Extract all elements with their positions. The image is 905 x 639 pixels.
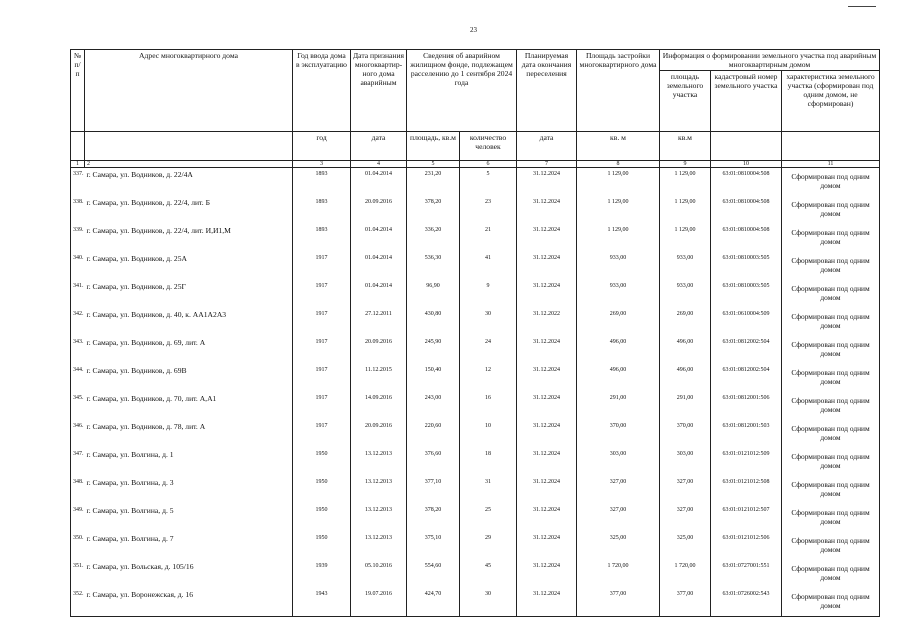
row-year: 1950: [293, 448, 351, 476]
row-people: 30: [460, 308, 517, 336]
row-cadastral: 63:01:0812002:504: [711, 336, 782, 364]
row-area: 377,10: [407, 476, 460, 504]
row-people: 10: [460, 420, 517, 448]
row-address: г. Самара, ул. Водников, д. 25А: [85, 252, 293, 280]
row-date: 11.12.2015: [351, 364, 407, 392]
row-status: Сформирован под одним домом: [782, 532, 880, 560]
row-planned: 31.12.2022: [517, 308, 577, 336]
row-index: 349.: [71, 504, 85, 532]
row-land-area: 496,00: [660, 336, 711, 364]
row-area: 424,70: [407, 588, 460, 617]
unit-year: год: [293, 132, 351, 161]
row-build-area: 327,00: [577, 504, 660, 532]
row-date: 01.04.2014: [351, 168, 407, 197]
row-people: 12: [460, 364, 517, 392]
table-row: [71, 252, 880, 280]
row-status: Сформирован под одним домом: [782, 364, 880, 392]
table-row: [71, 420, 880, 448]
row-year: 1893: [293, 196, 351, 224]
table-row: [71, 224, 880, 252]
header-characteristic: характеристика земельного участка (сформирован под одним домом, не сформирован): [782, 71, 880, 132]
row-cadastral: 63:01:0812001:503: [711, 420, 782, 448]
table-row: [71, 280, 880, 308]
table-row: [71, 168, 880, 197]
row-people: 45: [460, 560, 517, 588]
row-area: 150,40: [407, 364, 460, 392]
row-people: 31: [460, 476, 517, 504]
row-address: г. Самара, ул. Водников, д. 40, к. АА1А2А3: [85, 308, 293, 336]
housing-table: [70, 49, 880, 617]
header-land-area: площадь земельного участка: [660, 71, 711, 132]
row-build-area: 933,00: [577, 280, 660, 308]
row-area: 231,20: [407, 168, 460, 197]
table-body: [71, 168, 880, 617]
row-build-area: 325,00: [577, 532, 660, 560]
row-index: 345.: [71, 392, 85, 420]
column-number: 3: [293, 161, 351, 168]
row-index: 351.: [71, 560, 85, 588]
column-number: 4: [351, 161, 407, 168]
page-number: 23: [470, 26, 477, 34]
row-land-area: 1 129,00: [660, 196, 711, 224]
row-area: 243,00: [407, 392, 460, 420]
row-cadastral: 63:01:0810004:508: [711, 224, 782, 252]
header-no: № п/п: [71, 50, 85, 132]
row-build-area: 1 129,00: [577, 224, 660, 252]
row-address: г. Самара, ул. Водников, д. 25Г: [85, 280, 293, 308]
row-planned: 31.12.2024: [517, 196, 577, 224]
row-build-area: 933,00: [577, 252, 660, 280]
column-number: 6: [460, 161, 517, 168]
row-date: 01.04.2014: [351, 252, 407, 280]
row-date: 20.09.2016: [351, 196, 407, 224]
row-status: Сформирован под одним домом: [782, 392, 880, 420]
row-index: 340.: [71, 252, 85, 280]
unit-land-area: кв.м: [660, 132, 711, 161]
row-planned: 31.12.2024: [517, 336, 577, 364]
row-address: г. Самара, ул. Водников, д. 22/4, лит. И,И1,М: [85, 224, 293, 252]
row-year: 1917: [293, 252, 351, 280]
row-date: 19.07.2016: [351, 588, 407, 617]
row-cadastral: 63:01:0810003:505: [711, 252, 782, 280]
header-land-info: Информация о формировании земельного участка под аварийным многоквартирным домом: [660, 50, 880, 71]
row-land-area: 1 720,00: [660, 560, 711, 588]
row-address: г. Самара, ул. Водников, д. 22/4, лит. Б: [85, 196, 293, 224]
row-land-area: 1 129,00: [660, 168, 711, 197]
row-planned: 31.12.2024: [517, 252, 577, 280]
header-year: Год ввода дома в эксплуатацию: [293, 50, 351, 132]
row-land-area: 291,00: [660, 392, 711, 420]
row-cadastral: 63:01:0610004:509: [711, 308, 782, 336]
column-number: 5: [407, 161, 460, 168]
row-planned: 31.12.2024: [517, 392, 577, 420]
header-address: Адрес многоквартирного дома: [85, 50, 293, 132]
column-number: 8: [577, 161, 660, 168]
row-address: г. Самара, ул. Водников, д. 69В: [85, 364, 293, 392]
row-planned: 31.12.2024: [517, 168, 577, 197]
row-cadastral: 63:01:0727001:551: [711, 560, 782, 588]
row-date: 13.12.2013: [351, 476, 407, 504]
row-area: 378,20: [407, 504, 460, 532]
row-status: Сформирован под одним домом: [782, 336, 880, 364]
row-cadastral: 63:01:0121012:507: [711, 504, 782, 532]
table-row: [71, 196, 880, 224]
row-land-area: 325,00: [660, 532, 711, 560]
header-build-area: Площадь застройки многоквартирного дома: [577, 50, 660, 132]
row-date: 05.10.2016: [351, 560, 407, 588]
row-planned: 31.12.2024: [517, 448, 577, 476]
row-year: 1917: [293, 280, 351, 308]
header-planned-date: Планируемая дата окончания переселения: [517, 50, 577, 132]
row-area: 536,30: [407, 252, 460, 280]
row-address: г. Самара, ул. Волгина, д. 1: [85, 448, 293, 476]
row-date: 01.04.2014: [351, 280, 407, 308]
row-year: 1917: [293, 364, 351, 392]
row-build-area: 327,00: [577, 476, 660, 504]
row-status: Сформирован под одним домом: [782, 168, 880, 197]
row-index: 341.: [71, 280, 85, 308]
row-year: 1893: [293, 224, 351, 252]
row-index: 342.: [71, 308, 85, 336]
row-date: 20.09.2016: [351, 420, 407, 448]
row-build-area: 1 129,00: [577, 168, 660, 197]
row-area: 554,60: [407, 560, 460, 588]
row-people: 23: [460, 196, 517, 224]
row-people: 18: [460, 448, 517, 476]
top-rule: [848, 6, 876, 7]
row-status: Сформирован под одним домом: [782, 280, 880, 308]
table-row: [71, 308, 880, 336]
table-row: [71, 532, 880, 560]
row-status: Сформирован под одним домом: [782, 196, 880, 224]
row-address: г. Самара, ул. Водников, д. 78, лит. А: [85, 420, 293, 448]
row-status: Сформирован под одним домом: [782, 588, 880, 617]
row-people: 29: [460, 532, 517, 560]
unit-area: площадь, кв.м: [407, 132, 460, 161]
row-year: 1950: [293, 532, 351, 560]
row-index: 346.: [71, 420, 85, 448]
row-area: 336,20: [407, 224, 460, 252]
row-planned: 31.12.2024: [517, 476, 577, 504]
row-index: 348.: [71, 476, 85, 504]
column-number: 10: [711, 161, 782, 168]
row-address: г. Самара, ул. Водников, д. 70, лит. А,А1: [85, 392, 293, 420]
header-cadastral: кадастровый номер земельного участка: [711, 71, 782, 132]
row-address: г. Самара, ул. Воронежская, д. 16: [85, 588, 293, 617]
row-cadastral: 63:01:0121012:508: [711, 476, 782, 504]
row-planned: 31.12.2024: [517, 504, 577, 532]
row-people: 25: [460, 504, 517, 532]
row-date: 13.12.2013: [351, 532, 407, 560]
row-build-area: 269,00: [577, 308, 660, 336]
row-index: 337.: [71, 168, 85, 197]
table-row: [71, 336, 880, 364]
row-year: 1950: [293, 504, 351, 532]
row-build-area: 1 129,00: [577, 196, 660, 224]
row-cadastral: 63:01:0121012:509: [711, 448, 782, 476]
unit-date: дата: [351, 132, 407, 161]
row-land-area: 377,00: [660, 588, 711, 617]
row-area: 378,20: [407, 196, 460, 224]
row-index: 338.: [71, 196, 85, 224]
table-row: [71, 588, 880, 617]
table-row: [71, 560, 880, 588]
table-row: [71, 448, 880, 476]
row-land-area: 1 129,00: [660, 224, 711, 252]
row-date: 01.04.2014: [351, 224, 407, 252]
row-land-area: 327,00: [660, 504, 711, 532]
row-land-area: 327,00: [660, 476, 711, 504]
row-index: 339.: [71, 224, 85, 252]
row-address: г. Самара, ул. Водников, д. 69, лит. А: [85, 336, 293, 364]
row-build-area: 370,00: [577, 420, 660, 448]
column-number: 11: [782, 161, 880, 168]
row-status: Сформирован под одним домом: [782, 252, 880, 280]
row-people: 9: [460, 280, 517, 308]
row-build-area: 377,00: [577, 588, 660, 617]
row-status: Сформирован под одним домом: [782, 560, 880, 588]
row-planned: 31.12.2024: [517, 588, 577, 617]
table-row: [71, 504, 880, 532]
header-emergency-info: Сведения об аварийном жилищном фонде, подлежащем расселению до 1 сентября 2024 года: [407, 50, 517, 132]
row-cadastral: 63:01:0726002:543: [711, 588, 782, 617]
row-date: 13.12.2013: [351, 448, 407, 476]
row-index: 343.: [71, 336, 85, 364]
row-build-area: 1 720,00: [577, 560, 660, 588]
header-date-emergency: Дата признания многоквартир-ного дома аварийным: [351, 50, 407, 132]
row-land-area: 370,00: [660, 420, 711, 448]
row-index: 347.: [71, 448, 85, 476]
column-number: 1: [71, 161, 85, 168]
row-status: Сформирован под одним домом: [782, 504, 880, 532]
row-build-area: 496,00: [577, 336, 660, 364]
row-build-area: 496,00: [577, 364, 660, 392]
row-year: 1939: [293, 560, 351, 588]
row-status: Сформирован под одним домом: [782, 224, 880, 252]
row-people: 16: [460, 392, 517, 420]
row-address: г. Самара, ул. Волгина, д. 5: [85, 504, 293, 532]
row-land-area: 933,00: [660, 252, 711, 280]
row-status: Сформирован под одним домом: [782, 308, 880, 336]
row-status: Сформирован под одним домом: [782, 448, 880, 476]
row-people: 24: [460, 336, 517, 364]
column-number: 2: [85, 161, 293, 168]
row-date: 20.09.2016: [351, 336, 407, 364]
table-header: [71, 50, 880, 168]
row-status: Сформирован под одним домом: [782, 476, 880, 504]
row-planned: 31.12.2024: [517, 224, 577, 252]
row-people: 21: [460, 224, 517, 252]
column-number: 9: [660, 161, 711, 168]
row-people: 30: [460, 588, 517, 617]
unit-build-area: кв. м: [577, 132, 660, 161]
row-index: 344.: [71, 364, 85, 392]
row-planned: 31.12.2024: [517, 280, 577, 308]
row-year: 1917: [293, 392, 351, 420]
row-planned: 31.12.2024: [517, 420, 577, 448]
row-cadastral: 63:01:0810004:508: [711, 196, 782, 224]
row-area: 96,90: [407, 280, 460, 308]
row-date: 27.12.2011: [351, 308, 407, 336]
row-cadastral: 63:01:0812001:506: [711, 392, 782, 420]
row-area: 430,80: [407, 308, 460, 336]
row-cadastral: 63:01:0121012:506: [711, 532, 782, 560]
row-address: г. Самара, ул. Водников, д. 22/4А: [85, 168, 293, 197]
row-build-area: 291,00: [577, 392, 660, 420]
unit-people: количество человек: [460, 132, 517, 161]
row-year: 1950: [293, 476, 351, 504]
row-year: 1917: [293, 308, 351, 336]
row-people: 5: [460, 168, 517, 197]
column-number: 7: [517, 161, 577, 168]
row-land-area: 933,00: [660, 280, 711, 308]
row-build-area: 303,00: [577, 448, 660, 476]
row-index: 352.: [71, 588, 85, 617]
row-cadastral: 63:01:0812002:504: [711, 364, 782, 392]
row-planned: 31.12.2024: [517, 364, 577, 392]
table-row: [71, 364, 880, 392]
row-date: 14.09.2016: [351, 392, 407, 420]
row-land-area: 496,00: [660, 364, 711, 392]
table-row: [71, 476, 880, 504]
row-year: 1893: [293, 168, 351, 197]
row-people: 41: [460, 252, 517, 280]
row-cadastral: 63:01:0810004:508: [711, 168, 782, 197]
row-year: 1917: [293, 336, 351, 364]
row-year: 1943: [293, 588, 351, 617]
row-area: 376,60: [407, 448, 460, 476]
column-numbers-row: [71, 161, 880, 168]
row-cadastral: 63:01:0810003:505: [711, 280, 782, 308]
row-planned: 31.12.2024: [517, 532, 577, 560]
row-land-area: 269,00: [660, 308, 711, 336]
row-address: г. Самара, ул. Волгина, д. 3: [85, 476, 293, 504]
row-index: 350.: [71, 532, 85, 560]
row-area: 375,10: [407, 532, 460, 560]
row-planned: 31.12.2024: [517, 560, 577, 588]
unit-planned: дата: [517, 132, 577, 161]
row-address: г. Самара, ул. Вольская, д. 105/16: [85, 560, 293, 588]
table-row: [71, 392, 880, 420]
row-date: 13.12.2013: [351, 504, 407, 532]
row-area: 220,60: [407, 420, 460, 448]
row-area: 245,90: [407, 336, 460, 364]
row-year: 1917: [293, 420, 351, 448]
row-land-area: 303,00: [660, 448, 711, 476]
row-address: г. Самара, ул. Волгина, д. 7: [85, 532, 293, 560]
row-status: Сформирован под одним домом: [782, 420, 880, 448]
